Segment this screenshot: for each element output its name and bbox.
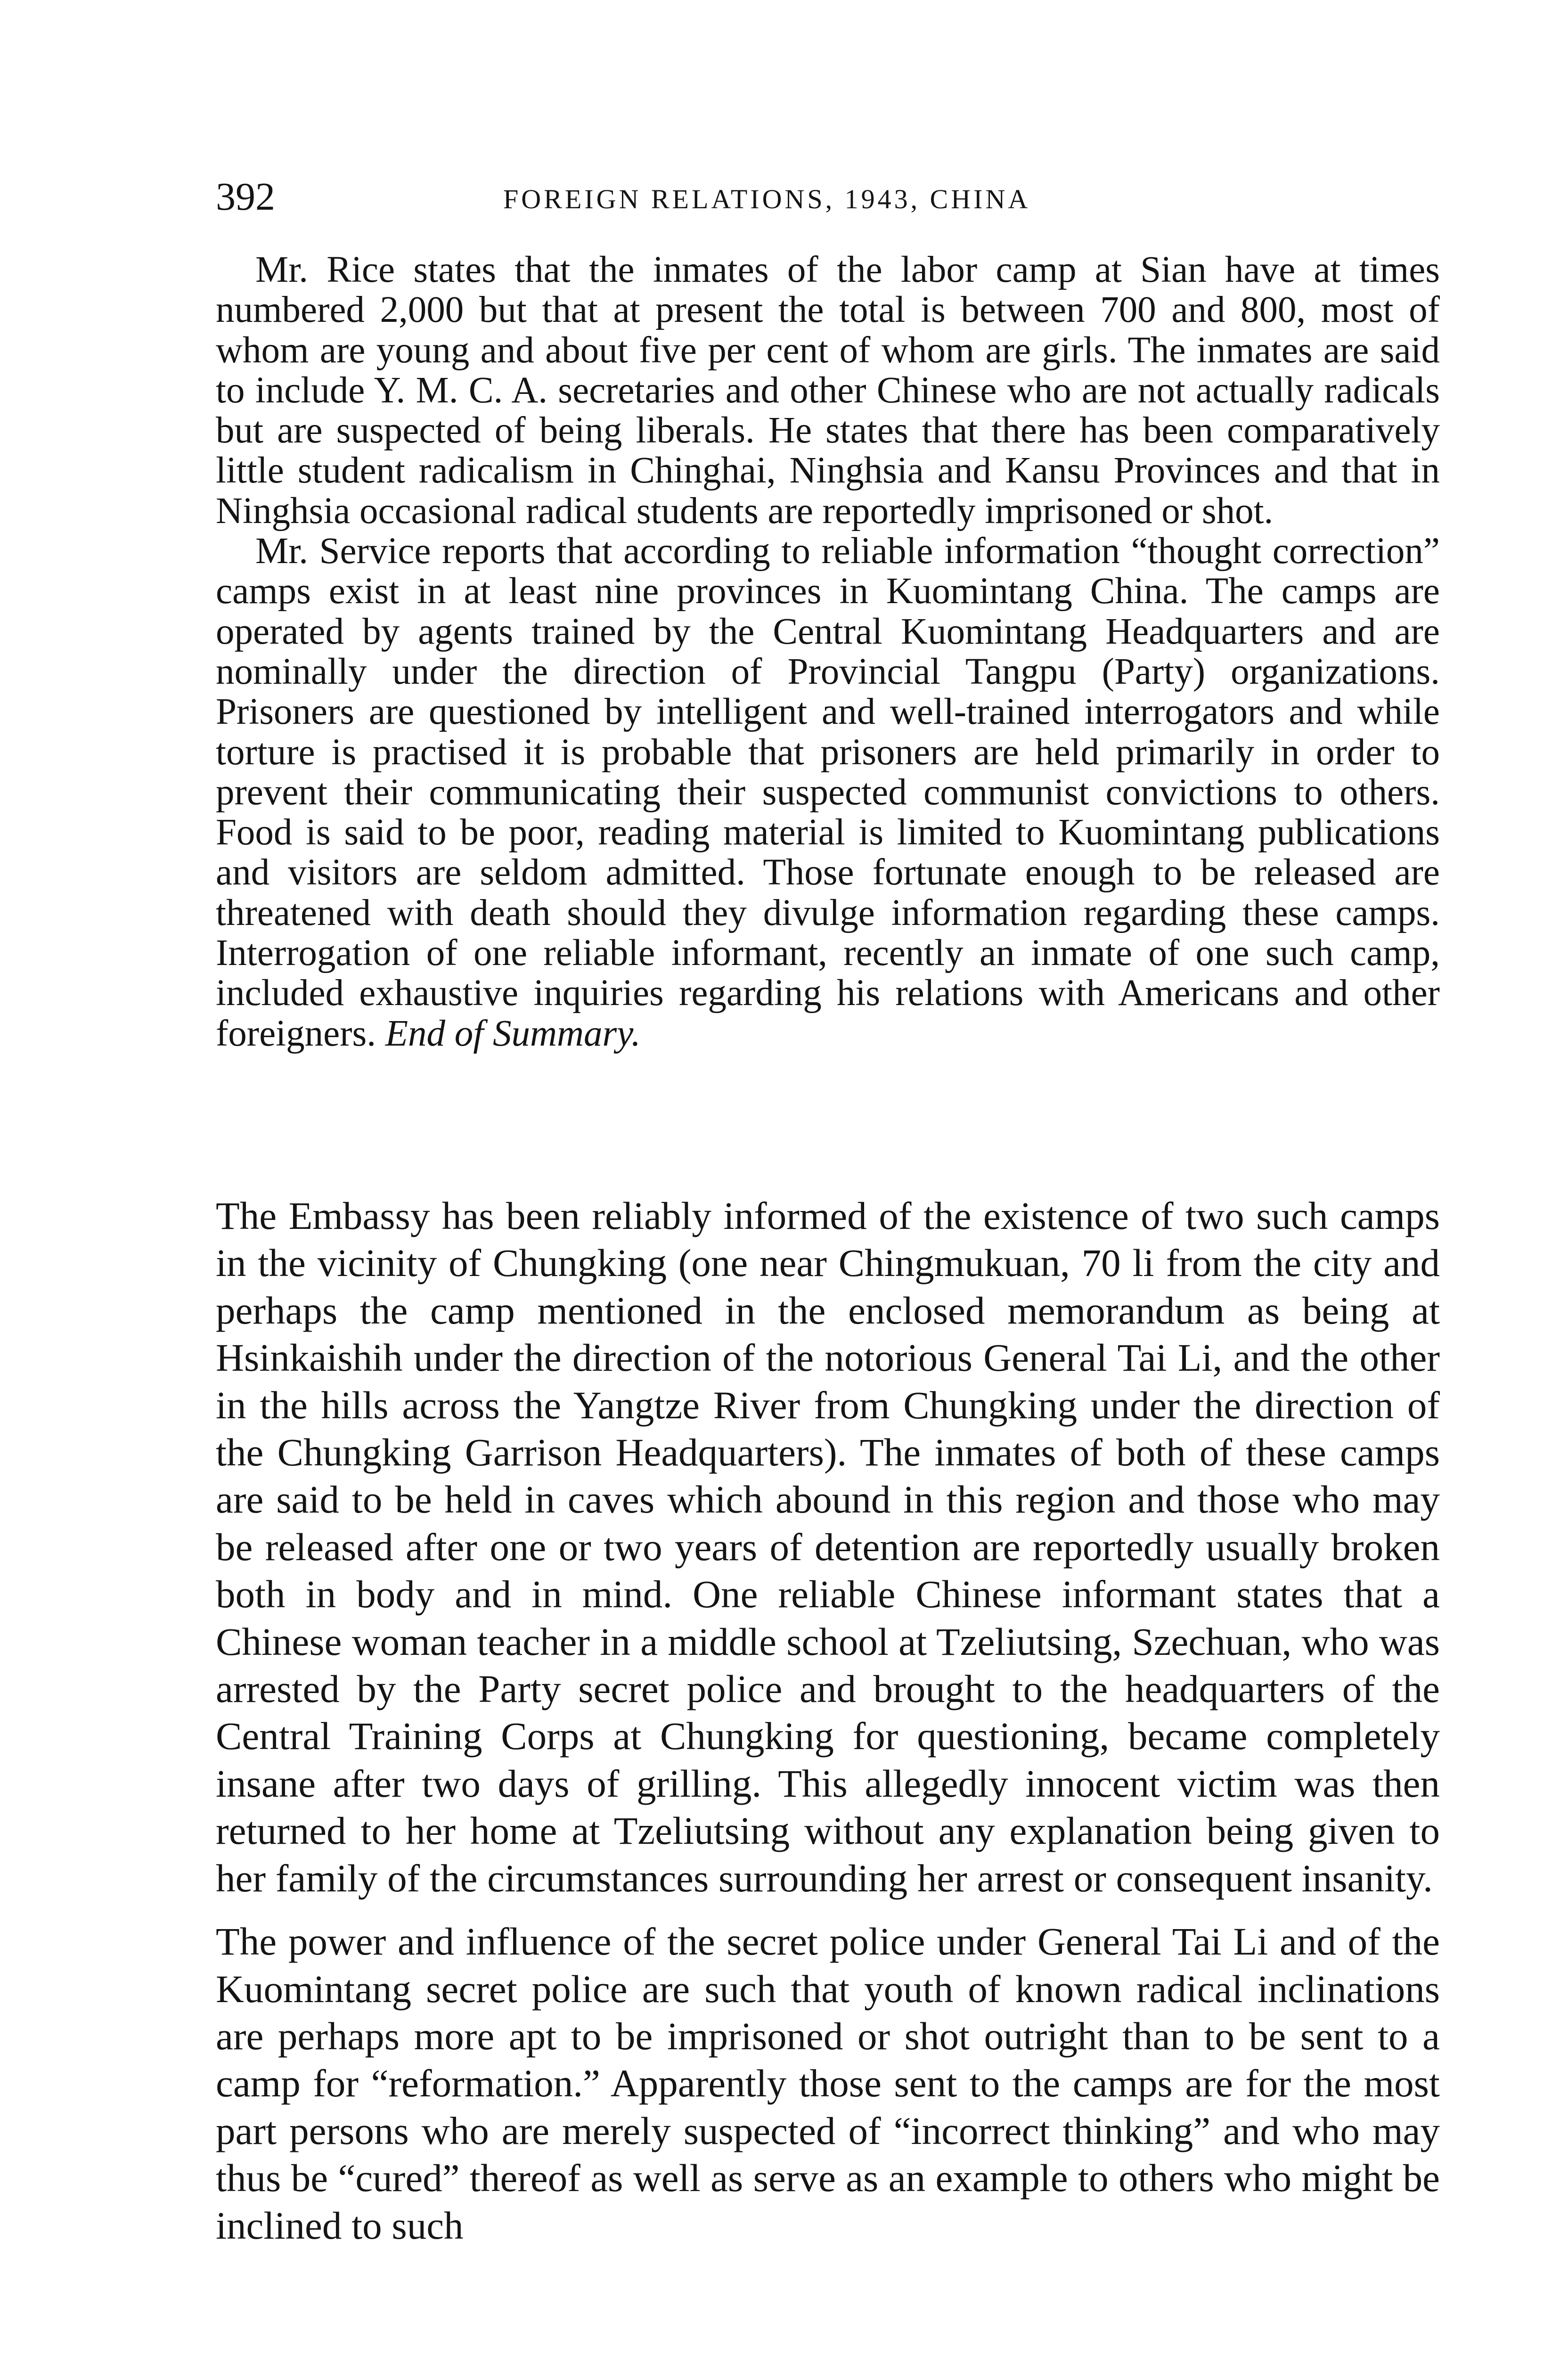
summary-section <box>216 250 1440 1054</box>
running-title: FOREIGN RELATIONS, 1943, CHINA <box>503 184 1031 214</box>
summary-paragraph <box>216 531 1440 1054</box>
summary-paragraph-text: Mr. Service reports that according to reliable information “thought correction” camps exist in at least nine provinces in Kuomintang China. The camps are operated by agents trained by the Central Kuomintang Headquarters and are nominally under the direction of Provincial Tangpu (Party) organizations. Prisoners are questioned by intelligent and well-trained interrogators and while torture is practised it is probable that prisoners are held primarily in order to prevent their communicating their suspected communist convictions to others. Food is said to be poor, reading material is limited to Kuomintang publications and visitors are seldom admitted. Those fortunate enough to be released are threatened with death should they divulge information regarding these camps. Interrogation of one reliable informant, recently an inmate of one such camp, included exhaustive inquiries regarding his relations with Americans and other foreigners. <box>216 531 1440 1054</box>
page-number: 392 <box>216 175 275 219</box>
summary-paragraph: Mr. Rice states that the inmates of the labor camp at Sian have at times numbered 2,000 but that at present the total is between 700 and 800, most of whom are young and about five per cent of whom are girls. The inmates are said to include Y. M. C. A. secretaries and other Chinese who are not actually radicals but are suspected of being liberals. He states that there has been comparatively little student radicalism in Chinghai, Ninghsia and Kansu Provinces and that in Ninghsia occasional radical students are reportedly imprisoned or shot. <box>216 249 1440 532</box>
body-paragraph: The Embassy has been reliably informed of the existence of two such camps in the vicinity of Chungking (one near Chingmukuan, 70 li from the city and perhaps the camp mentioned in the enclosed memorandum as being at Hsinkaishih under the direction of the notorious General Tai Li, and the other in the hills across the Yangtze River from Chungking under the direction of the Chungking Garrison Headquarters). The inmates of both of these camps are said to be held in caves which abound in this region and those who may be released after one or two years of detention are reportedly usually broken both in body and in mind. One reliable Chinese informant states that a Chinese woman teacher in a middle school at Tzeliutsing, Szechuan, who was arrested by the Party secret police and brought to the headquarters of the Central Training Corps at Chungking for questioning, became completely insane after two days of grilling. This allegedly innocent victim was then returned to her home at Tzeliutsing without any explanation being given to her family of the circumstances surrounding her arrest or consequent insanity. <box>216 1194 1440 1900</box>
body-section <box>216 1192 1440 2249</box>
end-of-summary-label: End of Summary. <box>385 1013 641 1054</box>
body-paragraph: The power and influence of the secret police under General Tai Li and of the Kuomintang secret police are such that youth of known radical inclinations are perhaps more apt to be imprisoned or shot outright than to be sent to a camp for “reformation.” Apparently those sent to the camps are for the most part persons who are merely suspected of “incorrect thinking” and who may thus be “cured” thereof as well as serve as an example to others who might be inclined to such <box>216 1920 1440 2247</box>
running-head <box>216 173 1440 221</box>
